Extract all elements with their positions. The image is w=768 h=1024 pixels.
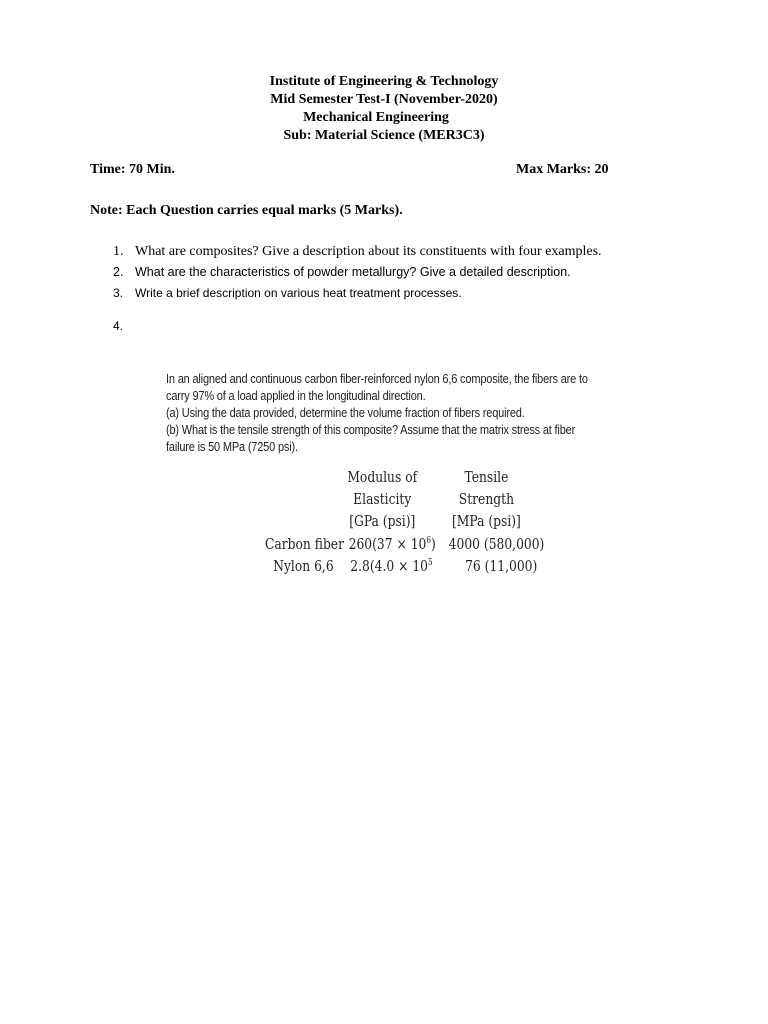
material-name: Nylon 6,6: [273, 557, 334, 575]
exam-title: Mid Semester Test-I (November-2020): [270, 92, 498, 107]
marks-note: Note: Each Question carries equal marks (5 Marks).: [90, 203, 403, 218]
subject-name: Sub: Material Science (MER3C3): [283, 128, 485, 143]
question-text: Write a brief description on various heat treatment processes.: [135, 286, 462, 300]
modulus-value: $2.8(4.0 \times 10^5$: [350, 557, 433, 575]
question-number: 4.: [113, 319, 124, 333]
problem-line: (a) Using the data provided, determine the volume fraction of fibers required.: [166, 406, 525, 420]
strength-header-line: Strength: [458, 490, 514, 508]
question-number: 3.: [113, 286, 124, 300]
strength-value: 4000 (580,000): [448, 535, 545, 553]
modulus-header-line: Modulus of: [347, 468, 418, 486]
question-number: 2.: [113, 265, 124, 279]
institute-name: Institute of Engineering & Technology: [269, 74, 499, 89]
question-text: What are composites? Give a description about its constituents with four examples.: [135, 244, 602, 259]
max-marks: Max Marks: 20: [516, 162, 609, 177]
problem-line: (b) What is the tensile strength of this composite? Assume that the matrix stress at fiber: [166, 423, 576, 437]
material-name: Carbon fiber: [265, 535, 344, 553]
problem-line: carry 97% of a load applied in the longitudinal direction.: [166, 389, 426, 403]
problem-line: In an aligned and continuous carbon fiber-reinforced nylon 6,6 composite, the fibers are to: [166, 372, 588, 386]
exam-header: [0, 73, 768, 145]
question-number: 1.: [113, 244, 124, 259]
modulus-header-line: Elasticity: [353, 490, 412, 508]
strength-header-line: [MPa (psi)]: [451, 512, 521, 530]
modulus-header-line: [GPa (psi)]: [349, 512, 416, 530]
question-text: What are the characteristics of powder metallurgy? Give a detailed description.: [135, 265, 571, 279]
problem-statement: [166, 371, 588, 456]
modulus-value: $260(37 \times 10^6)$: [348, 535, 436, 553]
problem-line: failure is 50 MPa (7250 psi).: [166, 440, 298, 454]
department-name: Mechanical Engineering: [303, 110, 449, 125]
time-allowed: Time: 70 Min.: [90, 162, 175, 177]
strength-header-line: Tensile: [464, 468, 509, 486]
strength-value: 76 (11,000): [465, 557, 538, 575]
